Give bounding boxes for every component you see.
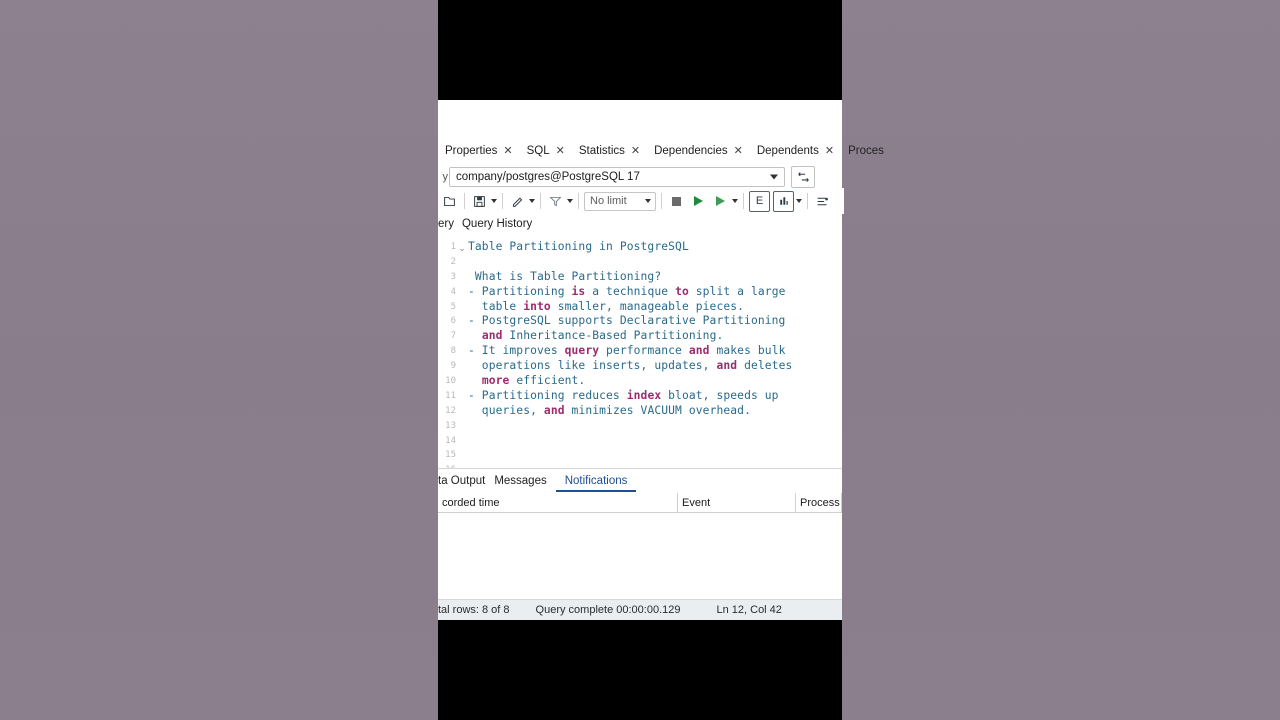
code-fold-toggle[interactable] bbox=[456, 236, 468, 468]
editor-tab-strip[interactable] bbox=[438, 214, 842, 237]
status-total-rows: tal rows: 8 of 8 bbox=[438, 604, 510, 616]
chevron-down-icon[interactable] bbox=[796, 199, 802, 203]
code-token: into bbox=[523, 299, 551, 313]
save-icon[interactable] bbox=[470, 192, 489, 211]
tab-query[interactable]: ery bbox=[438, 218, 454, 230]
query-tool-window bbox=[438, 100, 884, 620]
fold-spacer bbox=[456, 301, 468, 316]
close-icon[interactable]: ✕ bbox=[630, 144, 641, 157]
code-token: What is Table Partitioning? bbox=[468, 269, 662, 283]
code-token: and bbox=[543, 403, 565, 417]
code-token: - PostgreSQL supports Declarative Partitioning bbox=[468, 314, 786, 328]
stop-icon[interactable] bbox=[667, 192, 686, 211]
chevron-down-icon[interactable] bbox=[732, 199, 738, 203]
chevron-down-icon[interactable] bbox=[645, 199, 651, 203]
column-header-recorded-time[interactable]: corded time bbox=[438, 493, 678, 512]
explain-icon[interactable]: E bbox=[749, 191, 770, 212]
line-number: 6 bbox=[450, 316, 456, 327]
code-token: performance bbox=[599, 344, 689, 358]
toolbar-separator bbox=[464, 193, 465, 209]
code-line bbox=[468, 270, 842, 285]
code-token: Table Partitioning in PostgreSQL bbox=[468, 240, 689, 253]
fold-spacer bbox=[456, 271, 468, 286]
code-token: to bbox=[675, 284, 689, 298]
tab-dependents[interactable] bbox=[750, 144, 841, 163]
tab-statistics[interactable] bbox=[572, 144, 647, 163]
filter-icon[interactable] bbox=[546, 192, 565, 211]
fold-spacer bbox=[456, 286, 468, 301]
fold-spacer bbox=[456, 375, 468, 390]
code-token: and bbox=[716, 359, 738, 373]
chevron-down-icon[interactable] bbox=[529, 199, 535, 203]
fold-spacer bbox=[456, 435, 468, 450]
status-query-time: Query complete 00:00:00.129 bbox=[535, 604, 681, 616]
chevron-down-icon[interactable] bbox=[567, 199, 573, 203]
tab-dependencies-label: Dependencies bbox=[654, 144, 728, 157]
fold-spacer bbox=[456, 330, 468, 345]
object-tab-strip[interactable] bbox=[438, 138, 884, 163]
line-number-gutter bbox=[438, 236, 456, 468]
tab-processes-label: Proces bbox=[848, 144, 884, 157]
code-token: split a large bbox=[688, 284, 786, 298]
fold-spacer bbox=[456, 449, 468, 464]
code-line bbox=[468, 300, 842, 315]
close-icon[interactable]: ✕ bbox=[555, 144, 565, 157]
tab-query-history[interactable]: Query History bbox=[461, 218, 533, 230]
status-cursor-position: Ln 12, Col 42 bbox=[716, 604, 782, 616]
line-number: 12 bbox=[445, 405, 456, 416]
column-header-process-id[interactable]: Process bbox=[796, 493, 842, 512]
line-number: 4 bbox=[450, 286, 456, 297]
code-token: table bbox=[468, 299, 524, 313]
edit-pencil-icon[interactable] bbox=[508, 192, 527, 211]
connection-select[interactable] bbox=[449, 167, 785, 187]
code-token: Inheritance-Based Partitioning. bbox=[502, 329, 724, 343]
notifications-grid[interactable] bbox=[438, 493, 842, 597]
line-number: 14 bbox=[445, 435, 456, 446]
tab-sql[interactable] bbox=[520, 144, 572, 163]
tab-sql-label: SQL bbox=[526, 144, 550, 157]
code-line bbox=[468, 285, 842, 300]
code-token: smaller, manageable pieces. bbox=[550, 299, 745, 313]
line-number: 2 bbox=[450, 256, 456, 267]
line-number: 11 bbox=[445, 390, 456, 401]
connection-select-value: company/postgres@PostgreSQL 17 bbox=[456, 171, 640, 183]
tab-notifications[interactable]: Notifications bbox=[556, 471, 637, 492]
code-line bbox=[468, 255, 842, 270]
fold-spacer bbox=[456, 405, 468, 420]
line-number: 8 bbox=[450, 346, 456, 357]
line-number: 5 bbox=[450, 301, 456, 312]
code-token: - Partitioning bbox=[468, 284, 572, 298]
toolbar-separator bbox=[743, 193, 744, 209]
tab-processes[interactable] bbox=[841, 144, 891, 163]
line-number: 9 bbox=[450, 361, 456, 372]
tab-dependencies[interactable] bbox=[647, 144, 750, 163]
line-number: 10 bbox=[445, 376, 456, 387]
tab-messages[interactable]: Messages bbox=[494, 475, 547, 487]
toolbar-separator bbox=[807, 193, 808, 209]
tab-statistics-label: Statistics bbox=[578, 144, 625, 157]
code-fold-icon[interactable]: ⌄ bbox=[458, 243, 466, 253]
code-token: minimizes VACUUM overhead. bbox=[564, 403, 751, 417]
code-token: - Partitioning reduces bbox=[468, 388, 627, 402]
code-token: queries, bbox=[468, 403, 544, 417]
line-number: 3 bbox=[450, 271, 456, 282]
code-token: query bbox=[564, 344, 600, 358]
code-token: index bbox=[626, 388, 662, 402]
code-token: a technique bbox=[585, 284, 676, 298]
fold-spacer bbox=[456, 420, 468, 435]
line-number: 1 bbox=[450, 242, 456, 252]
chevron-down-icon[interactable] bbox=[491, 199, 497, 203]
code-token: more bbox=[481, 374, 510, 388]
code-line bbox=[468, 419, 842, 434]
sql-code-area[interactable] bbox=[468, 236, 842, 468]
row-limit-select[interactable] bbox=[584, 192, 656, 211]
code-token: and bbox=[688, 344, 710, 358]
code-line bbox=[468, 434, 842, 449]
row-limit-value: No limit bbox=[590, 195, 627, 207]
code-line bbox=[468, 314, 842, 329]
code-token: is bbox=[571, 284, 586, 298]
open-file-icon[interactable] bbox=[440, 192, 459, 211]
tab-data-output[interactable]: ta Output bbox=[438, 475, 486, 487]
code-token bbox=[468, 329, 482, 342]
fold-spacer bbox=[456, 360, 468, 375]
code-token: operations like inserts, updates, bbox=[468, 359, 717, 373]
code-token: bloat, speeds up bbox=[661, 388, 779, 402]
toolbar-overflow-glyph: y bbox=[442, 171, 448, 183]
explain-analyze-icon[interactable] bbox=[773, 191, 794, 212]
macros-icon[interactable] bbox=[813, 192, 832, 211]
close-icon[interactable]: ✕ bbox=[733, 144, 743, 157]
code-line bbox=[468, 329, 842, 344]
execute-script-icon[interactable] bbox=[711, 192, 730, 211]
toolbar-separator bbox=[540, 193, 541, 209]
code-token bbox=[468, 374, 482, 387]
connection-bar bbox=[438, 162, 842, 190]
tab-properties[interactable] bbox=[438, 144, 520, 163]
line-number: 7 bbox=[450, 331, 456, 342]
code-token: efficient. bbox=[509, 374, 586, 388]
new-connection-button[interactable] bbox=[791, 166, 815, 188]
chevron-down-icon[interactable] bbox=[770, 175, 778, 180]
code-token: - It improves bbox=[468, 344, 565, 358]
fold-spacer bbox=[456, 315, 468, 330]
output-tab-strip[interactable] bbox=[438, 468, 842, 495]
status-bar bbox=[438, 599, 842, 620]
tab-properties-label: Properties bbox=[445, 144, 498, 157]
query-toolbar[interactable] bbox=[438, 188, 844, 214]
toolbar-separator bbox=[578, 193, 579, 209]
line-number: 13 bbox=[445, 420, 456, 431]
code-line bbox=[468, 344, 842, 359]
toolbar-separator bbox=[502, 193, 503, 209]
code-token: and bbox=[481, 329, 503, 343]
code-line bbox=[468, 240, 842, 255]
connection-icon bbox=[797, 171, 810, 184]
code-line bbox=[468, 404, 842, 419]
close-icon[interactable]: ✕ bbox=[824, 144, 835, 157]
toolbar-separator bbox=[661, 193, 662, 209]
column-header-event[interactable]: Event bbox=[678, 493, 796, 512]
grid-header-row bbox=[438, 493, 842, 513]
fold-spacer bbox=[456, 256, 468, 271]
execute-icon[interactable] bbox=[689, 192, 708, 211]
fold-spacer bbox=[456, 390, 468, 405]
sql-editor[interactable] bbox=[438, 236, 842, 468]
fold-spacer bbox=[456, 345, 468, 360]
line-number: 15 bbox=[445, 450, 456, 461]
tab-dependents-label: Dependents bbox=[756, 144, 819, 157]
code-line bbox=[468, 359, 842, 374]
code-line bbox=[468, 448, 842, 463]
code-token: deletes bbox=[737, 359, 793, 373]
code-line bbox=[468, 374, 842, 389]
code-token: makes bulk bbox=[709, 344, 786, 358]
code-line bbox=[468, 389, 842, 404]
close-icon[interactable]: ✕ bbox=[503, 144, 513, 157]
